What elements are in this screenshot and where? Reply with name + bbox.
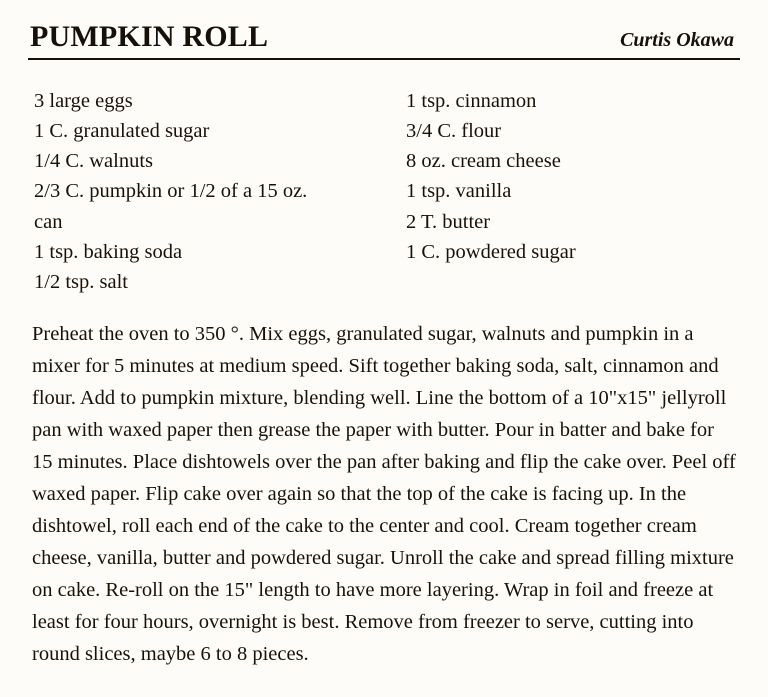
list-item: 3/4 C. flour [406,120,502,143]
recipe-author: Curtis Okawa [620,29,734,51]
list-item: 2/3 C. pumpkin or 1/2 of a 15 oz. [34,180,308,203]
list-item: 2 T. butter [406,210,491,233]
ingredients-column-left [32,86,384,297]
list-item: 3 large eggs [34,90,133,112]
list-item-continuation: can [34,210,63,233]
page-title: PUMPKIN ROLL [30,20,269,53]
ingredients-column-right [384,86,736,297]
list-item: 1 C. granulated sugar [34,120,210,143]
list-item: 1/2 tsp. salt [34,270,128,293]
list-item: 1 tsp. cinnamon [406,90,537,112]
list-item: 8 oz. cream cheese [406,150,561,173]
list-item: 1 tsp. vanilla [406,180,512,203]
list-item: 1/4 C. walnuts [34,150,154,173]
ingredients-section [26,86,742,297]
recipe-header [26,22,742,56]
list-item: 1 C. powdered sugar [406,240,576,263]
list-item: 1 tsp. baking soda [34,240,183,263]
header-divider [28,58,740,60]
directions-text: Preheat the oven to 350 °. Mix eggs, granulated sugar, walnuts and pumpkin in a mixer for 5 minutes at medium speed. Sift together baking soda, salt, cinnamon and flour. Add to pumpkin mixture, blending well. Line the bottom of a 10"x15" jellyroll pan with waxed paper then grease the paper with butter. Pour in batter and bake for 15 minutes. Place dishtowels over the pan after baking and flip the cake over. Peel off waxed paper. Flip cake over again so that the top of the cake is facing up. In the dishtowel, roll each end of the cake to the center and cool. Cream together cream cheese, vanilla, butter and powdered sugar. Unroll the cake and spread filling mixture on cake. Re-roll on the 15" length to have more layering. Wrap in foil and freeze at least for four hours, overnight is best. Remove from freezer to serve, cutting into round slices, maybe 6 to 8 pieces. [32,322,736,665]
